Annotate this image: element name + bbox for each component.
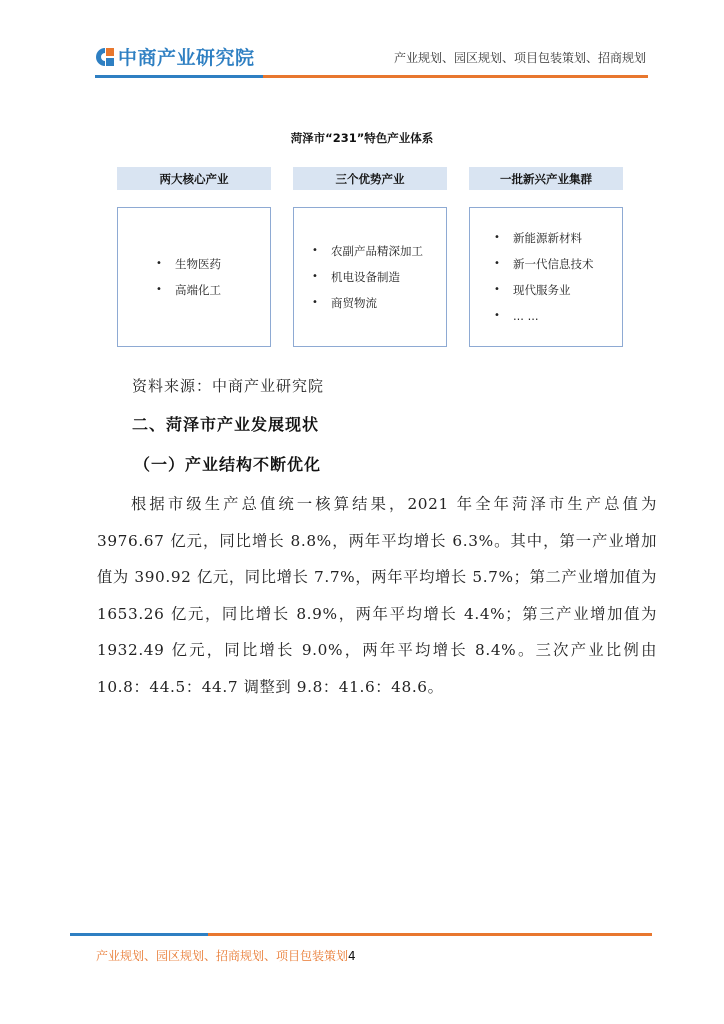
list-item: • 新能源新材料 bbox=[494, 225, 594, 251]
subsection-heading: （一）产业结构不断优化 bbox=[134, 455, 322, 474]
logo-text: 中商产业研究院 bbox=[118, 47, 255, 69]
column-box-advantage bbox=[293, 207, 447, 347]
footer-text: 产业规划、园区规划、招商规划、项目包装策划 bbox=[96, 949, 349, 963]
section-heading: 二、菏泽市产业发展现状 bbox=[132, 415, 320, 434]
list-item: • 机电设备制造 bbox=[312, 264, 423, 290]
column-box-core bbox=[117, 207, 271, 347]
list-item: • 商贸物流 bbox=[312, 290, 423, 316]
header-tagline: 产业规划、园区规划、项目包装策划、招商规划 bbox=[393, 51, 646, 65]
body-paragraph: 根据市级生产总值统一核算结果，2021 年全年菏泽市生产总值为 3976.67 亿元，同比增长 8.8%，两年平均增长 6.3%。其中，第一产业增加值为 390.92 亿元，同比增长 7.7%，两年平均增长 5.7%；第二产业增加值为 1653.26 亿元，同比增长 8.9%，两年平均增长 4.4%；第三产业增加值为 1932.49 亿元，同比增长 9.0%，两年平均增长 8.4%。三次产业比例由 10.8：44.5：44.7 调整到 9.8：41.6：48.6。 bbox=[97, 495, 657, 696]
page-number: 4 bbox=[348, 949, 356, 963]
source-note: 资料来源：中商产业研究院 bbox=[132, 377, 325, 395]
figure-title: 菏泽市“231”特色产业体系 bbox=[290, 131, 434, 145]
core-industry-list bbox=[156, 251, 221, 303]
page-footer bbox=[96, 947, 356, 964]
header-rule-blue bbox=[95, 75, 263, 78]
company-logo bbox=[95, 43, 255, 70]
column-header-core: 两大核心产业 bbox=[117, 167, 271, 190]
column-header-emerging: 一批新兴产业集群 bbox=[469, 167, 623, 190]
column-header-advantage: 三个优势产业 bbox=[293, 167, 447, 190]
header-rule-orange bbox=[263, 75, 648, 78]
list-item: • ... ... bbox=[494, 303, 594, 329]
emerging-industry-list bbox=[494, 225, 594, 329]
column-box-emerging bbox=[469, 207, 623, 347]
list-item: • 新一代信息技术 bbox=[494, 251, 594, 277]
list-item: • 生物医药 bbox=[156, 251, 221, 277]
footer-rule-orange bbox=[208, 933, 652, 936]
logo-icon bbox=[95, 47, 115, 67]
list-item: • 高端化工 bbox=[156, 277, 221, 303]
page-header bbox=[0, 0, 724, 82]
advantage-industry-list bbox=[312, 238, 423, 316]
footer-rule-blue bbox=[70, 933, 208, 936]
list-item: • 现代服务业 bbox=[494, 277, 594, 303]
list-item: • 农副产品精深加工 bbox=[312, 238, 423, 264]
